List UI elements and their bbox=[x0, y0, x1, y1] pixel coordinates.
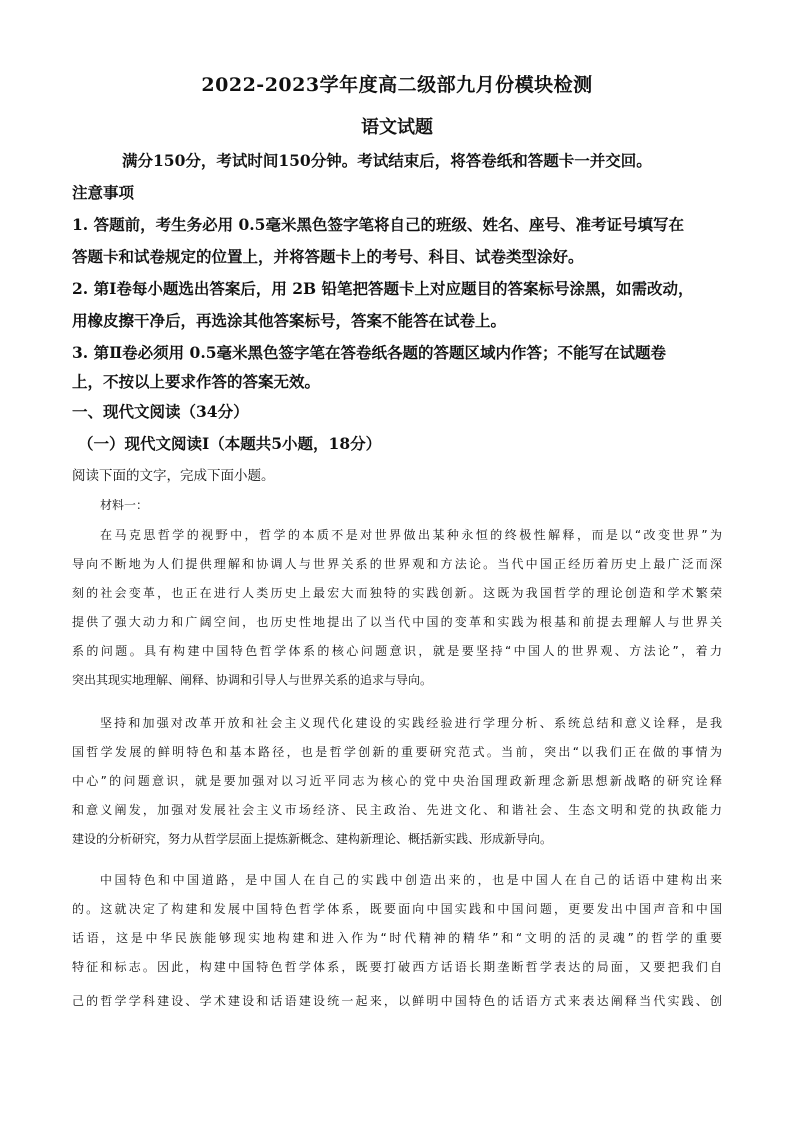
notice-line: 3. 第Ⅱ卷必须用 0.5毫米黑色签字笔在答卷纸各题的答题区域内作答；不能写在试题卷 bbox=[72, 343, 667, 362]
notice-line: 上，不按以上要求作答的答案无效。 bbox=[72, 372, 321, 391]
paragraph-line: 导向不断地为人们提供理解和协调人与世界关系的世界观和方法论。当代中国正经历着历史上最广泛而深 bbox=[72, 557, 722, 571]
exam-title: 2022-2023学年度高二级部九月份模块检测 bbox=[201, 74, 593, 96]
notice-line: 用橡皮擦干净后，再选涂其他答案标号，答案不能答在试卷上。 bbox=[72, 311, 507, 330]
paragraph-line: 在马克思哲学的视野中，哲学的本质不是对世界做出某种永恒的终极性解释，而是以“改变世界”为 bbox=[100, 528, 722, 542]
paragraph-line: 提供了强大动力和广阔空间，也历史性地提出了以当代中国的变革和实践为根基和前提去理解人与世界关 bbox=[72, 615, 722, 629]
paragraph-line: 的。这就决定了构建和发展中国特色哲学体系，既要面向中国实践和中国问题，更要发出中国声音和中国 bbox=[72, 902, 722, 916]
notice-line: 1. 答题前，考生务必用 0.5毫米黑色签字笔将自己的班级、姓名、座号、准考证号填写在 bbox=[72, 215, 684, 234]
score-time-line: 满分150分，考试时间150分钟。考试结束后，将答卷纸和答题卡一并交回。 bbox=[122, 151, 652, 170]
reading-instruction: 阅读下面的文字，完成下面小题。 bbox=[72, 468, 275, 484]
paragraph-line: 国哲学发展的鲜明特色和基本路径，也是哲学创新的重要研究范式。当前，突出“以我们正在做的事情为 bbox=[72, 745, 722, 759]
material-label: 材料一： bbox=[100, 498, 149, 512]
subsection-heading: （一）现代文阅读Ⅰ（本题共5小题，18分） bbox=[78, 434, 382, 453]
paragraph-line: 建设的分析研究，努力从哲学层面上提炼新概念、建构新理论、概括新实践、形成新导向。 bbox=[72, 832, 553, 846]
paragraph-line: 己的哲学学科建设、学术建设和话语建设统一起来，以鲜明中国特色的话语方式来表达阐释当代实践、创 bbox=[72, 994, 722, 1008]
paragraph-line: 和意义阐发，加强对发展社会主义市场经济、民主政治、先进文化、和谐社会、生态文明和党的执政能力 bbox=[72, 803, 722, 817]
paragraph-line: 话语，这是中华民族能够现实地构建和进入作为“时代精神的精华”和“文明的活的灵魂”的哲学的重要 bbox=[72, 931, 722, 945]
paragraph-line: 突出其现实地理解、阐释、协调和引导人与世界关系的追求与导向。 bbox=[72, 673, 433, 687]
notice-heading: 注意事项 bbox=[72, 183, 135, 202]
paragraph-line: 中国特色和中国道路，是中国人在自己的实践中创造出来的，也是中国人在自己的话语中建构出来 bbox=[100, 873, 722, 887]
paragraph-line: 刻的社会变革，也正在进行人类历史上最宏大而独特的实践创新。这既为我国哲学的理论创造和学术繁荣 bbox=[72, 586, 722, 600]
exam-subtitle: 语文试题 bbox=[361, 117, 433, 138]
notice-line: 2. 第Ⅰ卷每小题选出答案后，用 2B 铅笔把答题卡上对应题目的答案标号涂黑，如需改动， bbox=[72, 279, 694, 298]
paragraph-line: 特征和标志。因此，构建中国特色哲学体系，既要打破西方话语长期垄断哲学表达的局面，又要把我们自 bbox=[72, 960, 722, 974]
section-heading: 一、现代文阅读（34分） bbox=[72, 402, 249, 421]
paragraph-line: 系的问题。具有构建中国特色哲学体系的核心问题意识，就是要坚持“中国人的世界观、方法论”，着力 bbox=[72, 644, 722, 658]
notice-line: 答题卡和试卷规定的位置上，并将答题卡上的考号、科目、试卷类型涂好。 bbox=[72, 247, 584, 266]
paragraph-line: 中心”的问题意识，就是要加强对以习近平同志为核心的党中央治国理政新理念新思想新战略的研究诠释 bbox=[72, 774, 722, 788]
paragraph-line: 坚持和加强对改革开放和社会主义现代化建设的实践经验进行学理分析、系统总结和意义诠释，是我 bbox=[100, 716, 722, 730]
